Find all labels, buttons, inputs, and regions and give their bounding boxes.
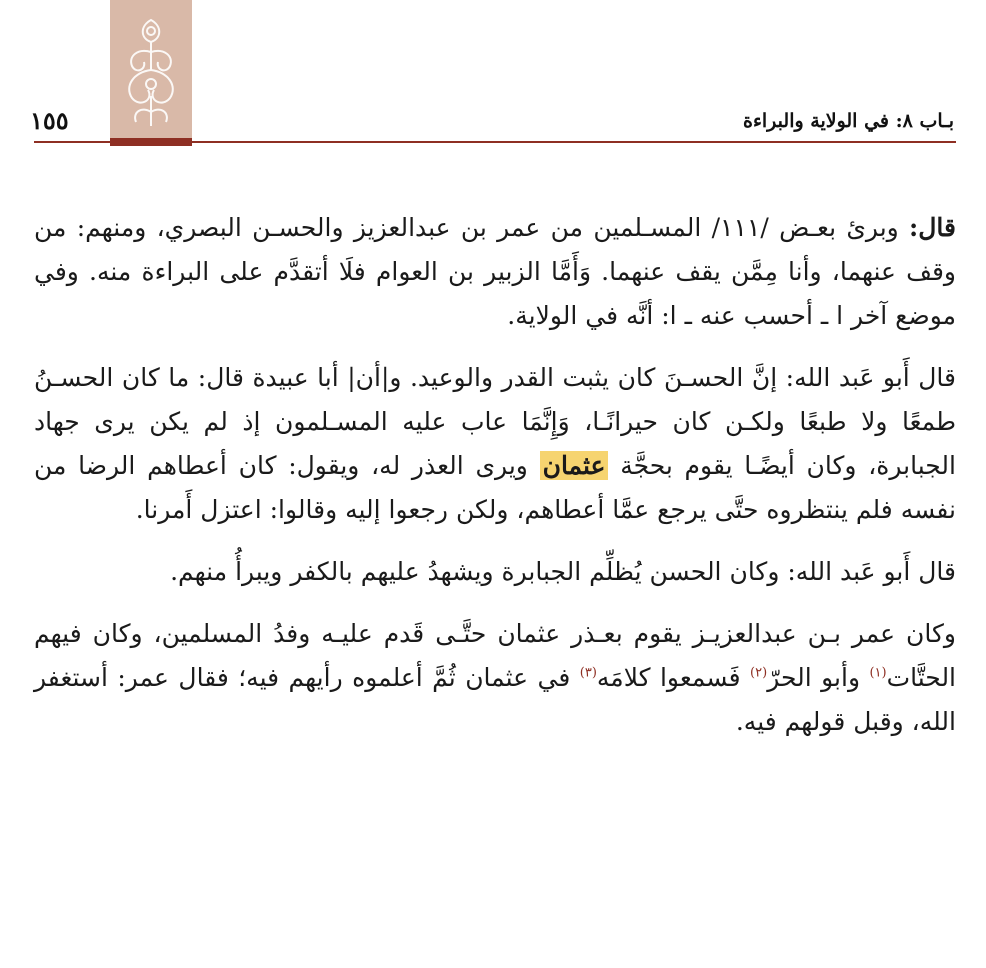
paragraph-text: وبرئ بعـض /١١١/ المسـلمين من عمر بن عبدالعزيز والحسـن البصري، ومنهم: من وقف عنهما، وأنا مِمَّن يقف عنهما. وَأَمَّا الزبير بن العوام فلَا أتقدَّم على البراءة منه. وفي موضع آخر ا ـ أحسب عنه ـ ا: أنَّه في الولاية.: [34, 213, 956, 330]
floral-ornament-icon: [110, 0, 192, 138]
running-head: بـاب ٨: في الولاية والبراءة: [743, 110, 954, 132]
paragraph-4: [34, 612, 956, 744]
header-rule: [34, 141, 956, 143]
footnote-ref-2[interactable]: (٢): [750, 665, 768, 681]
paragraph-text: قال أَبو عَبد الله: وكان الحسن يُظلِّم الجبابرة ويشهدُ عليهم بالكفر ويبرأُ منهم.: [170, 557, 956, 586]
footnote-ref-3[interactable]: (٣): [579, 665, 597, 681]
paragraph-text: ويرى العذر له، ويقول: كان أعطاهم الرضا من نفسه فلم ينتظروه حتَّى يرجع عمَّا أعطاهم، ولكن رجعوا إليه وقالوا: اعتزل أَمرنا.: [34, 451, 956, 524]
paragraph-3: [34, 550, 956, 594]
highlighted-word: عثمان: [540, 451, 609, 480]
paragraph-1: [34, 206, 956, 338]
paragraph-lead: قال:: [909, 213, 956, 242]
body-text: [34, 206, 956, 762]
paragraph-text: فَسمعوا كلامَه: [596, 663, 751, 692]
paragraph-text: في عثمان ثُمَّ أعلموه رأيهم فيه؛ فقال عمر: أستغفر الله، وقبل قولهم فيه.: [34, 663, 956, 736]
paragraph-text: وأبو الحرّ: [767, 663, 870, 692]
paragraph-text: وكان عمر بـن عبدالعزيـز يقوم بعـذر عثمان حتَّـى قَدم عليـه وفدُ المسلمين، وكان فيهم الحتَّات: [34, 619, 957, 692]
page-number: ١٥٥: [30, 106, 69, 135]
footnote-ref-1[interactable]: (١): [869, 665, 887, 681]
paragraph-text: قال أَبو عَبد الله: إنَّ الحسـنَ كان يثبت القدر والوعيد. و|أن| أبا عبيدة قال: ما كان الحسـنُ طمعًا ولا طبعًا ولكـن كان حيرانًـا، وَإِنَّمَا عاب عليه المسـلمون إذ لم يكن يرى جهاد الجبابرة، وكان أيضًـا يقوم بحجَّة: [34, 363, 956, 480]
paragraph-2: [34, 356, 956, 532]
decorative-ornament: [110, 0, 192, 138]
